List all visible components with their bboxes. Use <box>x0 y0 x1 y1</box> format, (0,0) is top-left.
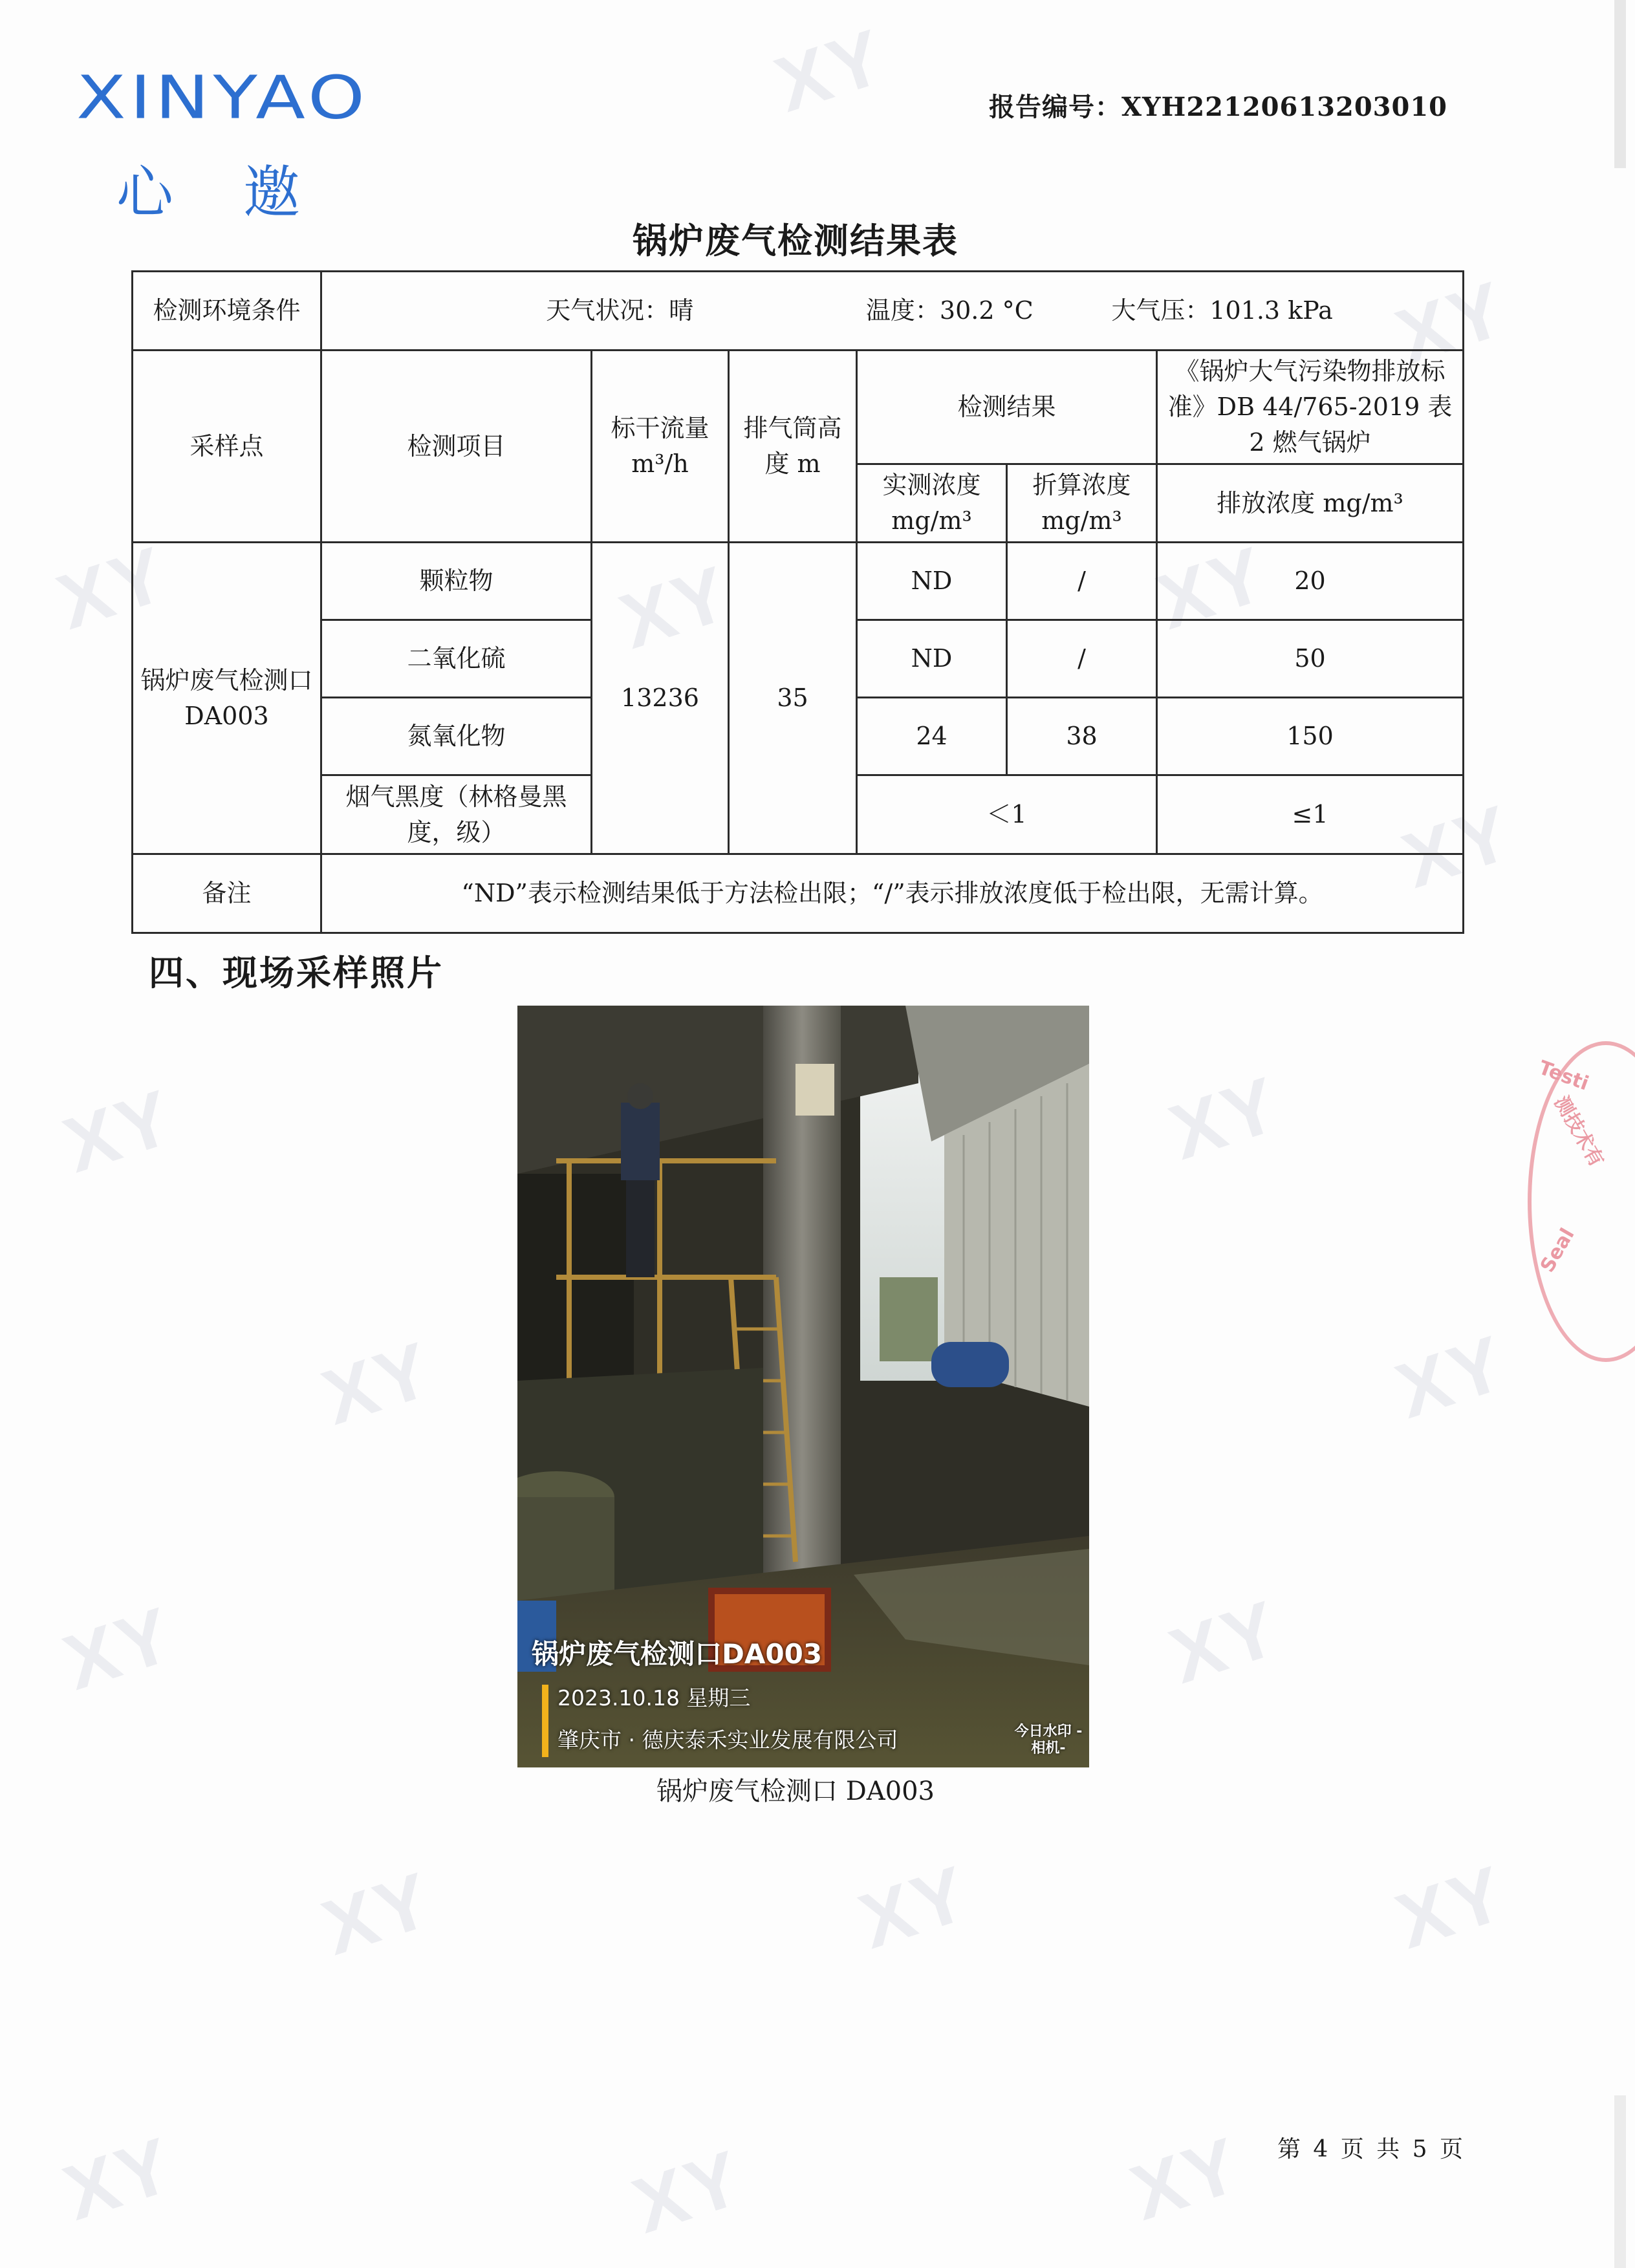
background-watermark: XY <box>765 12 896 129</box>
background-watermark: XY <box>849 1849 980 1965</box>
background-watermark: XY <box>623 2133 753 2250</box>
row-converted: / <box>1007 543 1157 620</box>
photo-caption: 锅炉废气检测口 DA003 <box>656 1777 935 1806</box>
col-header-result: 检测结果 <box>857 351 1157 464</box>
col-header-item: 检测项目 <box>321 351 592 543</box>
page-number: 第 4 页 共 5 页 <box>1277 2136 1466 2163</box>
row-item: 二氧化硫 <box>321 620 592 698</box>
table-row <box>133 543 1464 620</box>
note-row <box>133 854 1464 933</box>
report-number: 报告编号：XYH22120613203010 <box>988 92 1447 122</box>
photo-watermark-date: 2023.10.18 星期三 <box>558 1685 751 1711</box>
photo-watermark-label: 锅炉废气检测口DA003 <box>532 1638 823 1670</box>
col-header-measured: 实测浓度 mg/m³ <box>857 464 1007 543</box>
site-photo <box>517 1006 1089 1767</box>
company-logo-chinese: 心 邀 <box>116 159 326 226</box>
scan-edge-mark <box>1614 2095 1626 2268</box>
background-watermark: XY <box>312 1325 443 1442</box>
note-label: 备注 <box>133 854 321 933</box>
row-item: 颗粒物 <box>321 543 592 620</box>
background-watermark: XY <box>1392 788 1523 905</box>
background-watermark: XY <box>1147 530 1277 646</box>
table-title: 锅炉废气检测结果表 <box>633 221 958 261</box>
background-watermark: XY <box>312 1855 443 1972</box>
env-row <box>133 272 1464 351</box>
background-watermark: XY <box>1386 265 1517 381</box>
header-row-1 <box>133 351 1464 464</box>
background-watermark: XY <box>610 549 741 665</box>
col-header-flow: 标干流量m³/h <box>592 351 729 543</box>
photo-watermark-app: 今日水印 -相机- <box>1014 1723 1083 1757</box>
background-watermark: XY <box>1160 1584 1290 1700</box>
background-watermark: XY <box>54 1590 184 1707</box>
row-item: 烟气黑度（林格曼黑度，级） <box>321 775 592 854</box>
flow-value: 13236 <box>592 543 729 854</box>
company-seal: Testi 测技术有 Seal <box>1528 1041 1635 1362</box>
temperature-text: 温度：30.2 °C <box>865 296 1034 325</box>
note-text: “ND”表示检测结果低于方法检出限；“/”表示排放浓度低于检出限，无需计算。 <box>321 854 1464 933</box>
results-table <box>131 270 1464 934</box>
row-limit: 20 <box>1157 543 1464 620</box>
background-watermark: XY <box>1386 1849 1517 1965</box>
col-header-standard: 《锅炉大气污染物排放标准》DB 44/765-2019 表 2 燃气锅炉 <box>1157 351 1464 464</box>
col-header-limit: 排放浓度 mg/m³ <box>1157 464 1464 543</box>
photo-watermark-location: 肇庆市 · 德庆泰禾实业发展有限公司 <box>558 1727 898 1753</box>
weather-text: 天气状况：晴 <box>546 296 694 325</box>
row-item: 氮氧化物 <box>321 698 592 775</box>
background-watermark: XY <box>54 1073 184 1189</box>
pressure-text: 大气压：101.3 kPa <box>1111 296 1333 325</box>
row-limit: ≤1 <box>1157 775 1464 854</box>
background-watermark: XY <box>1121 2121 1251 2237</box>
company-logo: XINYAO <box>76 63 369 133</box>
background-watermark: XY <box>54 2121 184 2237</box>
photo-watermark-bar <box>542 1685 548 1757</box>
sample-point: 锅炉废气检测口DA003 <box>133 543 321 854</box>
row-measured: ND <box>857 543 1007 620</box>
row-converted: / <box>1007 620 1157 698</box>
env-conditions <box>321 272 1464 351</box>
row-limit: 50 <box>1157 620 1464 698</box>
section-heading: 四、现场采样照片 <box>149 953 444 993</box>
col-header-height: 排气筒高度 m <box>729 351 857 543</box>
background-watermark: XY <box>47 530 178 646</box>
row-limit: 150 <box>1157 698 1464 775</box>
row-measured: 24 <box>857 698 1007 775</box>
background-watermark: XY <box>1386 1319 1517 1435</box>
row-converted: 38 <box>1007 698 1157 775</box>
col-header-converted: 折算浓度 mg/m³ <box>1007 464 1157 543</box>
row-measured: ＜1 <box>857 775 1157 854</box>
env-label: 检测环境条件 <box>133 272 321 351</box>
col-header-point: 采样点 <box>133 351 321 543</box>
height-value: 35 <box>729 543 857 854</box>
background-watermark: XY <box>1160 1060 1290 1176</box>
row-measured: ND <box>857 620 1007 698</box>
scan-edge-mark <box>1614 0 1626 168</box>
